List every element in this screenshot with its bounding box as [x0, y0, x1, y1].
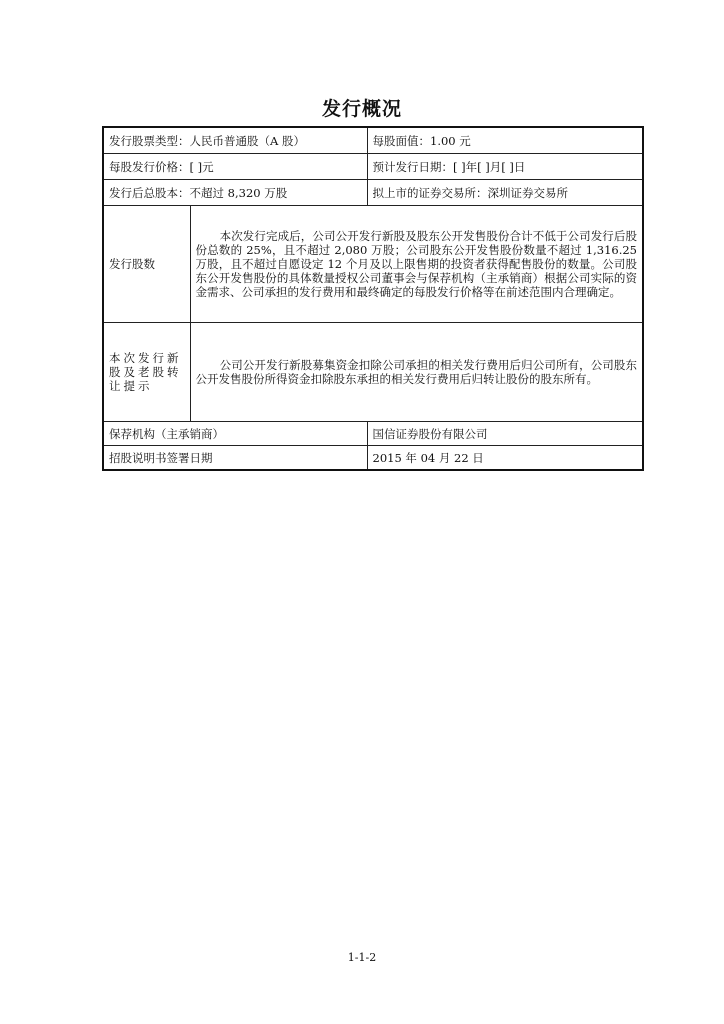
exchange-cell: 拟上市的证券交易所：深圳证券交易所: [367, 180, 643, 206]
table-row: [103, 422, 643, 446]
table-row: [103, 323, 643, 422]
par-value-cell: 每股面值：1.00 元: [367, 127, 643, 154]
transfer-tips-label: 本次发行新股及老股转让提示: [103, 323, 190, 422]
issue-shares-text-cell: [190, 206, 643, 323]
sign-date-value: 2015 年 04 月 22 日: [367, 446, 643, 471]
stock-type-cell: 发行股票类型：人民币普通股（A 股）: [103, 127, 367, 154]
overview-table: [102, 126, 644, 471]
sign-date-label: 招股说明书签署日期: [103, 446, 367, 471]
table-row: [103, 154, 643, 180]
total-shares-cell: 发行后总股本：不超过 8,320 万股: [103, 180, 367, 206]
issue-shares-text: 本次发行完成后，公司公开发行新股及股东公开发售股份合计不低于公司发行后股份总数的 25%，且不超过 2,080 万股；公司股东公开发售股份数量不超过 1,316.25 万股，且不超过自愿设定 12 个月及以上限售期的投资者获得配售股份的数量。公司股东公开发售股份的具体数量授权公司董事会与保荐机构（主承销商）根据公司实际的资金需求、公司承担的发行费用和最终确定的每股发行价格等在前述范围内合理确定。: [195, 229, 637, 299]
expected-date-cell: 预计发行日期：[ ]年[ ]月[ ]日: [367, 154, 643, 180]
transfer-tips-text: 公司公开发行新股募集资金扣除公司承担的相关发行费用后归公司所有，公司股东公开发售股份所得资金扣除股东承担的相关发行费用后归转让股份的股东所有。: [195, 358, 637, 386]
table-row: [103, 446, 643, 471]
sponsor-label: 保荐机构（主承销商）: [103, 422, 367, 446]
sponsor-value: 国信证券股份有限公司: [367, 422, 643, 446]
issue-shares-label: 发行股数: [103, 206, 190, 323]
issue-price-cell: 每股发行价格：[ ]元: [103, 154, 367, 180]
page-number: 1-1-2: [347, 951, 377, 964]
transfer-tips-text-cell: [190, 323, 643, 422]
table-row: [103, 180, 643, 206]
table-row: [103, 127, 643, 154]
page-title: 发行概况: [321, 98, 402, 120]
table-row: [103, 206, 643, 323]
